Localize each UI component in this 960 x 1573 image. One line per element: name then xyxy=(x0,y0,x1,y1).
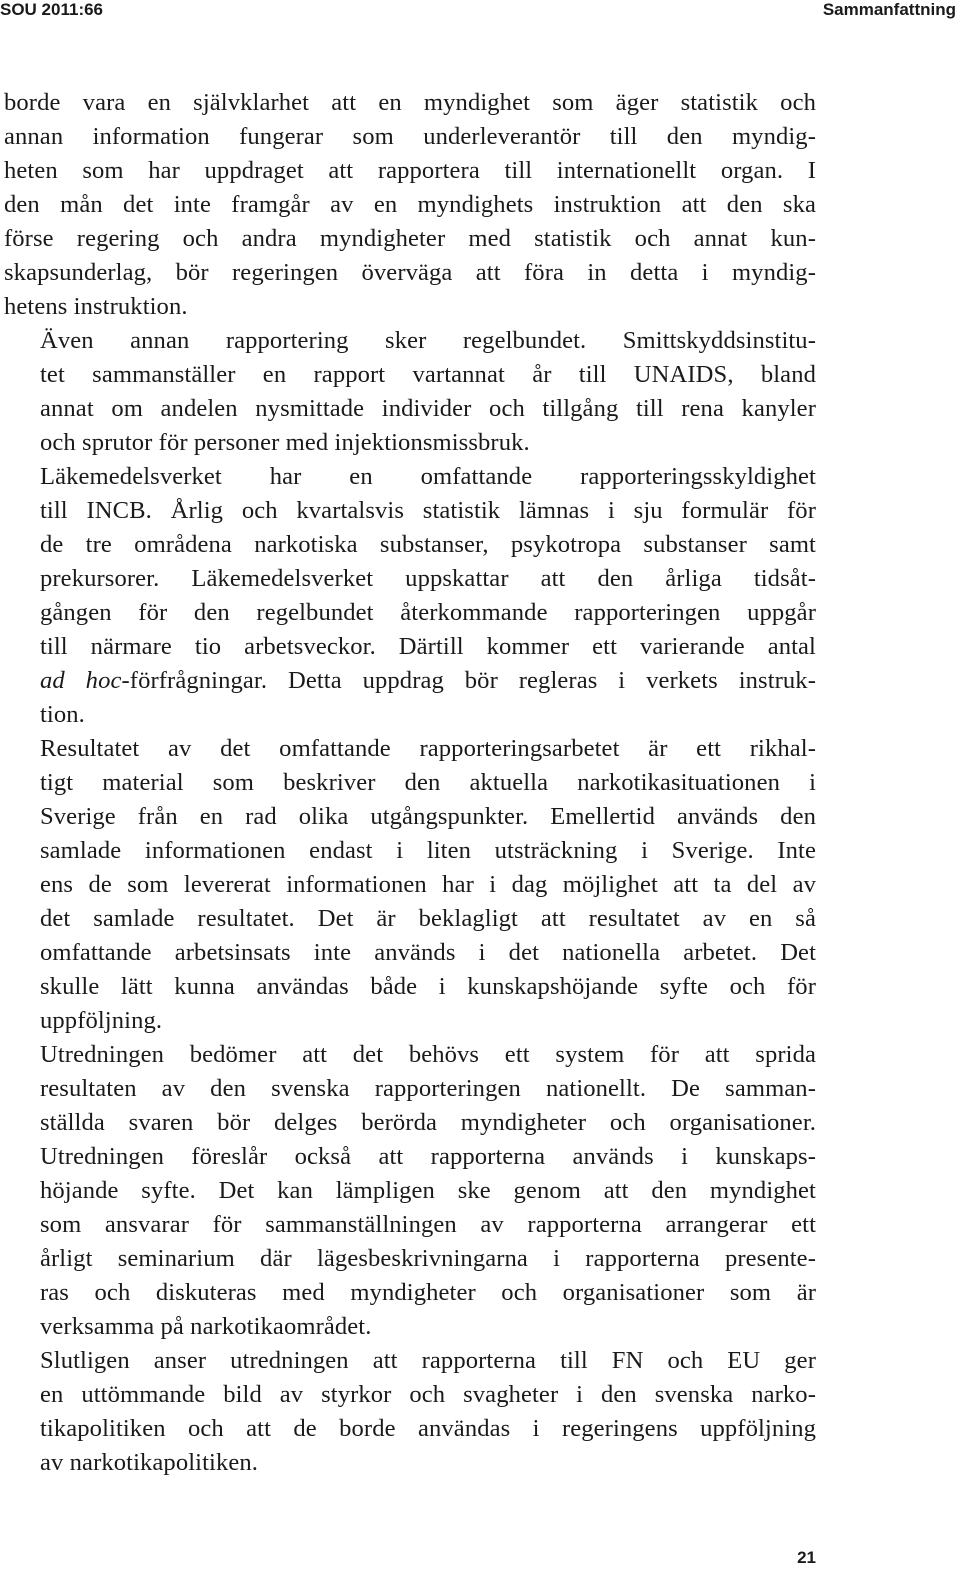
text-line: verksamma på narkotikaområdet. xyxy=(40,1313,372,1340)
body-text xyxy=(4,86,816,1480)
text-line: tion. xyxy=(40,701,85,728)
text-line: hetens instruktion. xyxy=(4,293,188,320)
report-series-label: SOU 2011:66 xyxy=(0,0,104,19)
text-line: de tre områdena narkotiska substanser, psykotropa substanser samt xyxy=(40,531,816,558)
text-line: annat om andelen nysmittade individer och tillgång till rena kanyler xyxy=(40,395,816,422)
italic-phrase: ad hoc xyxy=(40,667,122,694)
text-line: av narkotikapolitiken. xyxy=(40,1449,259,1476)
text-line: en uttömmande bild av styrkor och svagheter i den svenska narko- xyxy=(40,1381,816,1408)
page-number: 21 xyxy=(797,1548,816,1567)
text-line: Slutligen anser utredningen att rapporterna till FN och EU ger xyxy=(40,1347,816,1374)
text-line: årligt seminarium där lägesbeskrivningarna i rapporterna presente- xyxy=(40,1245,816,1272)
text-line: Även annan rapportering sker regelbundet. Smittskyddsinstitu- xyxy=(40,327,816,354)
text-line: samlade informationen endast i liten utsträckning i Sverige. Inte xyxy=(40,837,816,864)
text-line: Utredningen föreslår också att rapporterna används i kunskaps- xyxy=(40,1143,816,1170)
text-line: heten som har uppdraget att rapportera till internationellt organ. I xyxy=(4,157,816,184)
paragraph-3 xyxy=(4,460,816,732)
text-line: till närmare tio arbetsveckor. Därtill kommer ett varierande antal xyxy=(40,633,816,660)
running-header xyxy=(0,0,960,24)
text-line: resultaten av den svenska rapporteringen nationellt. De samman- xyxy=(40,1075,816,1102)
text-line: ställda svaren bör delges berörda myndigheter och organisationer. xyxy=(40,1109,816,1136)
text-line: borde vara en självklarhet att en myndighet som äger statistik och xyxy=(4,89,816,116)
text-line: annan information fungerar som underleverantör till den myndig- xyxy=(4,123,816,150)
text-line: ens de som levererat informationen har i dag möjlighet att ta del av xyxy=(40,871,816,898)
text-line: omfattande arbetsinsats inte används i det nationella arbetet. Det xyxy=(40,939,816,966)
paragraph-4 xyxy=(4,732,816,1038)
text-line: förse regering och andra myndigheter med statistik och annat kun- xyxy=(4,225,816,252)
paragraph-5 xyxy=(4,1038,816,1344)
text-line: det samlade resultatet. Det är beklagligt att resultatet av en så xyxy=(40,905,816,932)
text-line: och sprutor för personer med injektionsmissbruk. xyxy=(40,429,530,456)
text-line: till INCB. Årlig och kvartalsvis statistik lämnas i sju formulär för xyxy=(40,497,816,524)
text-fragment: -förfrågningar. Detta uppdrag bör regleras i verkets instruk- xyxy=(121,667,816,694)
text-line: Resultatet av det omfattande rapporteringsarbetet är ett rikhal- xyxy=(40,735,816,762)
text-line: Läkemedelsverket har en omfattande rapporteringsskyldighet xyxy=(40,463,816,490)
text-line: Utredningen bedömer att det behövs ett system för att sprida xyxy=(40,1041,816,1068)
text-line: tet sammanställer en rapport vartannat år till UNAIDS, bland xyxy=(40,361,816,388)
text-line: höjande syfte. Det kan lämpligen ske genom att den myndighet xyxy=(40,1177,816,1204)
text-line: skulle lätt kunna användas både i kunskapshöjande syfte och för xyxy=(40,973,816,1000)
text-line: gången för den regelbundet återkommande rapporteringen uppgår xyxy=(40,599,816,626)
paragraph-2 xyxy=(4,324,816,460)
paragraph-1 xyxy=(4,86,816,324)
text-line: uppföljning. xyxy=(40,1007,163,1034)
text-line xyxy=(4,664,816,698)
text-line: tigt material som beskriver den aktuella narkotikasituationen i xyxy=(40,769,816,796)
text-line: prekursorer. Läkemedelsverket uppskattar att den årliga tidsåt- xyxy=(40,565,816,592)
text-line: ras och diskuteras med myndigheter och organisationer som är xyxy=(40,1279,816,1306)
text-line: Sverige från en rad olika utgångspunkter. Emellertid används den xyxy=(40,803,816,830)
text-line: skapsunderlag, bör regeringen överväga att föra in detta i myndig- xyxy=(4,259,816,286)
section-title: Sammanfattning xyxy=(822,0,956,19)
text-line: som ansvarar för sammanställningen av rapporterna arrangerar ett xyxy=(40,1211,816,1238)
text-line: den mån det inte framgår av en myndighets instruktion att den ska xyxy=(4,191,816,218)
text-line: tikapolitiken och att de borde användas i regeringens uppföljning xyxy=(40,1415,816,1442)
paragraph-6 xyxy=(4,1344,816,1480)
